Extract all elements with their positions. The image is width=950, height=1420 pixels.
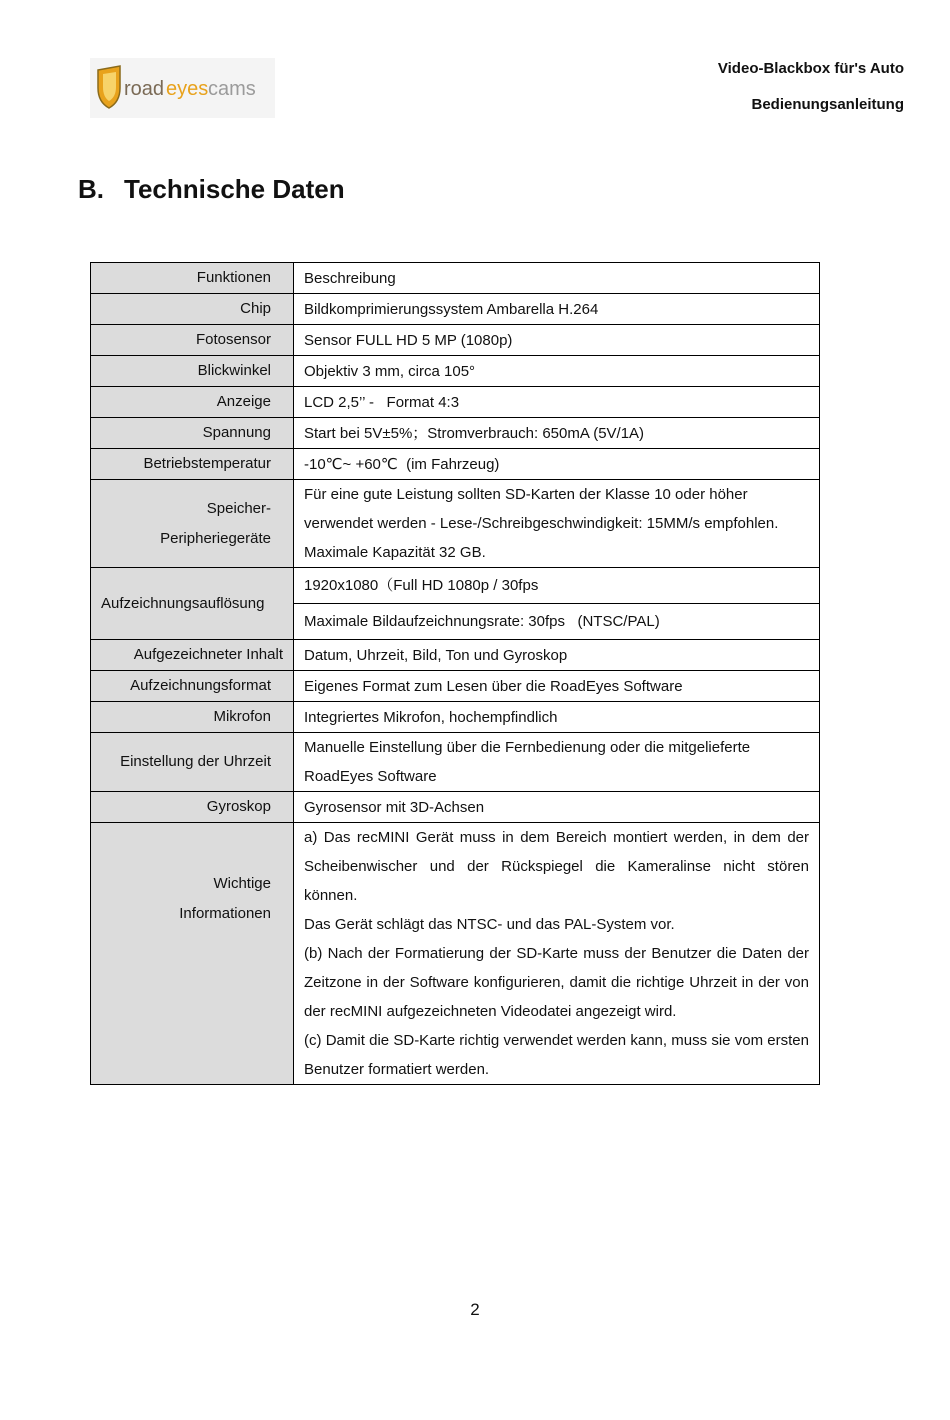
table-row: [91, 263, 820, 294]
row-key: Spannung: [91, 418, 294, 449]
row-key-line: Speicher-: [206, 499, 271, 517]
table-row: [91, 568, 820, 604]
info-paragraph: a) Das recMINI Gerät muss in dem Bereich montiert werden, in dem der Scheibenwischer und der Rückspiegel die Kameralinse nicht stören können.: [304, 829, 809, 904]
row-key-line: Informationen: [179, 905, 271, 922]
row-key: Aufgezeichneter Inhalt: [91, 640, 294, 671]
table-row: [91, 823, 820, 1085]
table-row: [91, 640, 820, 671]
table-row: [91, 671, 820, 702]
row-key: Funktionen: [91, 263, 294, 294]
row-key: Chip: [91, 294, 294, 325]
svg-text:road: road: [124, 78, 165, 100]
row-value: Maximale Bildaufzeichnungsrate: 30fps (NTSC/PAL): [294, 604, 820, 640]
row-key-line: Peripheriegeräte: [160, 529, 271, 547]
table-row: [91, 702, 820, 733]
row-value: LCD 2,5’’ - Format 4:3: [294, 387, 820, 418]
row-key-line: Wichtige: [213, 875, 271, 892]
row-value: [294, 823, 820, 1085]
row-key: Mikrofon: [91, 702, 294, 733]
table-row: [91, 325, 820, 356]
roadeyescams-logo: [90, 58, 275, 118]
info-paragraph: (b) Nach der Formatierung der SD-Karte muss der Benutzer die Daten der Zeitzone in der Software konfigurieren, damit die richtige Uhrzeit in der von der recMINI aufgezeichneten Videodatei angezeigt wird.: [304, 945, 809, 1020]
row-key: Gyroskop: [91, 792, 294, 823]
header-product: Video-Blackbox für's Auto: [717, 60, 904, 77]
row-value: Start bei 5V±5%；Stromverbrauch: 650mA (5V/1A): [294, 418, 820, 449]
table-row: [91, 294, 820, 325]
info-paragraph: Das Gerät schlägt das NTSC- und das PAL-System vor.: [304, 916, 675, 933]
table-row: [91, 792, 820, 823]
row-value: Objektiv 3 mm, circa 105°: [294, 356, 820, 387]
row-value: 1920x1080（Full HD 1080p / 30fps: [294, 568, 820, 604]
section-heading: [78, 174, 345, 205]
row-value: Bildkomprimierungssystem Ambarella H.264: [294, 294, 820, 325]
table-row: [91, 733, 820, 792]
row-value: -10℃~ +60℃ (im Fahrzeug): [294, 449, 820, 480]
row-value: Sensor FULL HD 5 MP (1080p): [294, 325, 820, 356]
row-key: Aufzeichnungsauflösung: [91, 568, 294, 640]
info-paragraph: (c) Damit die SD-Karte richtig verwendet werden kann, muss sie vom ersten Benutzer formatiert werden.: [304, 1032, 809, 1078]
row-key: [91, 823, 294, 1085]
row-value: Integriertes Mikrofon, hochempfindlich: [294, 702, 820, 733]
section-title: Technische Daten: [124, 174, 345, 204]
table-row: [91, 356, 820, 387]
section-letter: B.: [78, 174, 104, 204]
row-value: Beschreibung: [294, 263, 820, 294]
svg-text:cams: cams: [208, 78, 256, 100]
row-value: Für eine gute Leistung sollten SD-Karten der Klasse 10 oder höher verwendet werden - Lese-/Schreibgeschwindigkeit: 15MM/s empfohlen. Maximale Kapazität 32 GB.: [294, 480, 820, 568]
row-value: Eigenes Format zum Lesen über die RoadEyes Software: [294, 671, 820, 702]
row-key: Fotosensor: [91, 325, 294, 356]
row-key: [91, 480, 294, 568]
row-value: Datum, Uhrzeit, Bild, Ton und Gyroskop: [294, 640, 820, 671]
page-number: 2: [470, 1300, 480, 1319]
svg-text:eyes: eyes: [166, 78, 209, 100]
row-key: Anzeige: [91, 387, 294, 418]
table-row: [91, 387, 820, 418]
row-key: Blickwinkel: [91, 356, 294, 387]
table-row: [91, 449, 820, 480]
row-key: Aufzeichnungsformat: [91, 671, 294, 702]
row-value: Manuelle Einstellung über die Fernbedienung oder die mitgelieferte RoadEyes Software: [294, 733, 820, 792]
row-value: Gyrosensor mit 3D-Achsen: [294, 792, 820, 823]
row-key: Einstellung der Uhrzeit: [91, 733, 294, 792]
table-row: [91, 480, 820, 568]
table-row: [91, 418, 820, 449]
spec-table: [90, 262, 820, 1085]
header-manual: Bedienungsanleitung: [751, 96, 904, 113]
row-key: Betriebstemperatur: [91, 449, 294, 480]
